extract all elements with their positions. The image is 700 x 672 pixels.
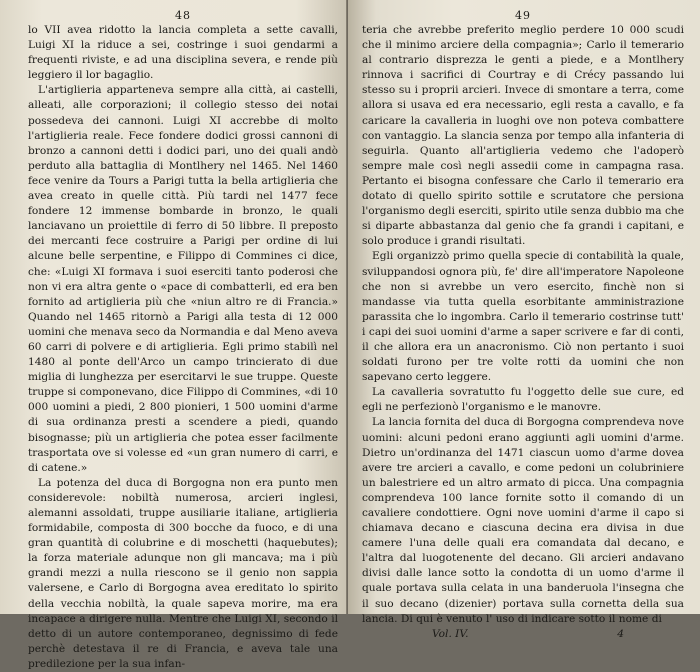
page-number-right: 49	[515, 9, 531, 22]
paragraph: Egli organizzò primo quella specie di contabilità la quale, sviluppandosi ognora più, fe' dire all'imperatore Napoleone che non si avrebbe un vero esercito, finchè non si mandasse via tutta quella esorbitante amministrazione parassita che lo ingombra. Carlo il temerario costrinse tutt' i capi dei suoi uomini d'arme a saper scrivere e far di conti, il che allora era un anacronismo. Ciò non pertanto i suoi soldati furono per tre volte rotti da uomini che non sapevano certo leggere.	[362, 250, 684, 384]
signature-mark: 4	[617, 627, 624, 640]
left-page	[0, 0, 348, 670]
page-footer	[362, 627, 684, 642]
paragraph: La lancia fornita del duca di Borgogna comprendeva nove uomini: alcuni pedoni erano aggiunti agli uomini d'arme. Dietro un'ordinanza del 1471 ciascun uomo d'arme dovea avere tre arcieri a cavallo, e come pedoni un colubriniere un balestriere ed un altro armato di picca. Una compagnia comprendeva 100 lance fornite sotto il comando di un cavaliere condottiere. Ogni nove uomini d'arme il capo si chiamava decano e ciascuna decina era divisa in due camere l'una delle quali era comandata dal decano, e l'altra dal luogotenente del decano. Gli arcieri andavano divisi dalle lance sotto la condotta di un uomo d'arme il quale portava sulla celata in una banderuola l'insegna che il suo decano (dizenier) portava sulla cornetta della sua lancia. Di qui è venuto l' uso di indicare sotto il nome di	[362, 416, 684, 625]
volume-label: Vol. IV.	[432, 627, 469, 640]
paragraph: lo VII avea ridotto la lancia completa a sette cavalli, Luigi XI la riduce a sei, costringe i suoi gendarmi a frequenti riviste, e ad una disciplina severa, e rende più leggiero il lor bagaglio.	[28, 24, 338, 82]
right-page	[348, 0, 700, 640]
paragraph: L'artiglieria apparteneva sempre alla città, ai castelli, alleati, alle corporazioni; il collegio stesso dei notai possedeva dei cannoni. Luigi XI accrebbe di molto l'artiglieria reale. Fece fondere dodici grossi cannoni di bronzo a cannoni detti i dodici pari, uno dei quali andò perduto alla battaglia di Montlhery nel 1465. Nel 1460 fece venire da Tours a Parigi tutta la bella artiglieria che avea creato in quelle città. Più tardi nel 1477 fece fondere 12 immense bombarde in bronzo, le quali lanciavano un proiettile di ferro di 50 libbre. Il preposto dei mercanti fece costruire a Parigi per ordine di lui alcune belle serpentine, e Filippo di Commines ci dice, che: «Luigi XI formava i suoi eserciti tanto poderosi che non vi era altra gente o «pace di combatterli, ed era ben fornito ad artiglieria più che «niun altro re di Francia.» Quando nel 1465 ritornò a Parigi alla testa di 12 000 uomini che menava seco da Normandia e dal Meno aveva 60 carri di polvere e di artiglieria. Egli primo stabilì nel 1480 al ponte dell'Arco un campo trincierato di due miglia di lunghezza per esercitarvi le sue truppe. Queste truppe si componevano, dice Filippo di Commines, «di 10 000 uomini a piedi, 2 800 pionieri, 1 500 uomini d'arme di sua ordinanza presti a scendere a piedi, quando bisognasse; più un artiglieria che potea esser facilmente trasportata ove si volesse ed «un gran numero di carri, e di catene.»	[28, 84, 338, 474]
paragraph: La cavalleria sovratutto fu l'oggetto delle sue cure, ed egli ne perfezionò l'organismo e le manovre.	[362, 386, 684, 414]
paragraph: teria che avrebbe preferito meglio perdere 10 000 scudi che il minimo arciere della compagnia»; Carlo il temerario al contrario disprezza le genti a piede, e a Montlhery rinnova i sacrifici di Courtray e di Crécy passando lui stesso su i proprii arcieri. Invece di smontare a terra, come allora si usava ed era necessario, egli resta a cavallo, e fa caricare la cavalleria in luoghi ove non poteva combattere con vantaggio. La slancia senza por tempo alla infanteria di seguirla. Quanto all'artiglieria vedemo che l'adoperò sempre male così negli assedii come in campagna rasa. Pertanto ei bisogna confessare che Carlo il temerario era dotato di quello spirito sottile e scrutatore che persiona l'organismo degli eserciti, spirito utile senza dubbio ma che si diparte abbastanza dal genio che fa grandi i capitani, e solo produce i grandi risultati.	[362, 24, 684, 248]
paragraph: La potenza del duca di Borgogna non era punto men considerevole: nobiltà numerosa, arcieri inglesi, alemanni assoldati, truppe ausiliarie italiane, artiglieria formidabile, composta di 300 bocche da fuoco, e di una gran quantità di colubrine e di moschetti (haquebutes); la forza materiale adunque non gli mancava; ma i più grandi mezzi a nulla riescono se il genio non sappia valersene, e Carlo di Borgogna avea ereditato lo spirito della vecchia nobiltà, la quale sapeva morire, ma era incapace a dirigere nulla. Mentre che Luigi XI, secondo il detto di un autore contemporaneo, degnissimo di fede perchè detestava il re di Francia, e aveva tale una predilezione per la sua infan-	[28, 476, 338, 670]
page-number-left: 48	[175, 9, 191, 22]
right-page-text	[362, 23, 684, 627]
left-page-text	[28, 23, 338, 672]
